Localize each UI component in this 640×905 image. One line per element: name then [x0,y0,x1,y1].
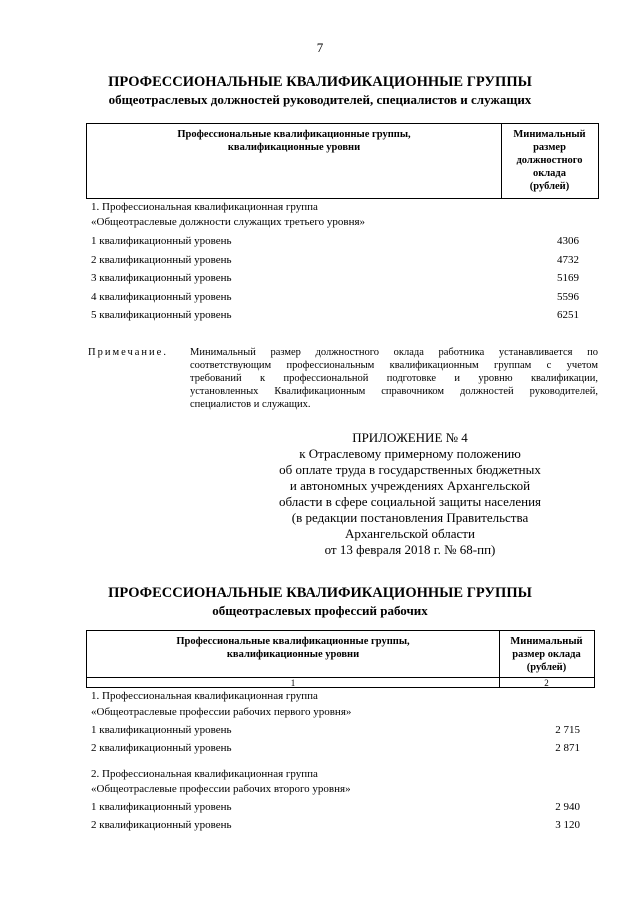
section1-title: ПРОФЕССИОНАЛЬНЫЕ КВАЛИФИКАЦИОННЫЕ ГРУППЫ [108,74,532,90]
section2-subtitle: общеотраслевых профессий рабочих [212,603,428,618]
note-line: соответствующим профессиональным квалификационным группам с учетом [190,360,598,371]
group-title: 2. Профессиональная квалификационная группа [91,768,318,780]
note-line: установленных Квалификационным справочником должностей руководителей, [190,386,598,397]
appendix-line: (в редакции постановления Правительства [291,510,529,525]
section2-header-left [87,631,500,677]
note-label: Примечание. [88,347,168,358]
group-title: 1. Профессиональная квалификационная группа [91,201,318,213]
header-right-line: оклада [532,168,566,179]
table-row-value: 2 871 [555,742,580,754]
note-text [190,346,598,411]
group-title: «Общеотраслевые должности служащих третьего уровня» [91,216,366,228]
table-row-label: 1 квалификационный уровень [91,235,232,247]
table-row-label: 2 квалификационный уровень [91,254,232,266]
header-right-line: должностного [516,155,583,166]
header-left-line: квалификационные уровни [227,142,361,153]
section2-title: ПРОФЕССИОНАЛЬНЫЕ КВАЛИФИКАЦИОННЫЕ ГРУППЫ [108,585,532,601]
table-row-value: 4306 [557,235,579,247]
appendix-line: к Отраслевому примерному положению [299,446,521,461]
header-left-line: Профессиональные квалификационные группы, [176,636,410,647]
header-right-line: размер [533,142,566,153]
appendix-block [240,430,580,558]
header-right-line: (рублей) [526,662,567,673]
section2-header-right [499,631,594,677]
table-row-value: 2 715 [555,724,580,736]
table-row-value: 5596 [557,291,579,303]
note-line: специалистов и служащих. [190,399,311,410]
table-row-label: 3 квалификационный уровень [91,272,232,284]
appendix-line: от 13 февраля 2018 г. № 68-пп) [324,542,496,557]
column-number-right: 2 [544,678,549,688]
table-row-label: 1 квалификационный уровень [91,801,232,813]
table-row-label: 1 квалификационный уровень [91,724,232,736]
table-row-value: 6251 [557,309,579,321]
section1-table-header [86,123,599,199]
section1-subtitle: общеотраслевых должностей руководителей, специалистов и служащих [108,92,532,107]
table-row-label: 2 квалификационный уровень [91,742,232,754]
note-line: требований к профессиональной подготовке и уровню квалификации, [190,373,598,384]
table-row-label: 4 квалификационный уровень [91,291,232,303]
note-line: Минимальный размер должностного оклада работника устанавливается по [190,347,598,358]
header-left-line: квалификационные уровни [226,649,360,660]
group-title: 1. Профессиональная квалификационная группа [91,690,318,702]
appendix-line: области в сфере социальной защиты населения [279,494,541,509]
header-right-line: Минимальный [510,636,583,647]
table-row-value: 2 940 [555,801,580,813]
section1-header-left [87,124,502,198]
table-row-label: 2 квалификационный уровень [91,819,232,831]
page-number: 7 [316,40,324,55]
group-title: «Общеотраслевые профессии рабочих первого уровня» [91,706,352,718]
column-number-left: 1 [87,678,500,688]
section1-header-right [501,124,598,198]
appendix-line: Архангельской области [345,526,475,541]
section2-table-header [86,630,595,688]
table-row-label: 5 квалификационный уровень [91,309,232,321]
appendix-line: и автономных учреждениях Архангельской [289,478,531,493]
header-right-line: (рублей) [529,181,570,192]
appendix-line: об оплате труда в государственных бюджетных [279,462,541,477]
header-right-line: размер оклада [512,649,581,660]
table-row-value: 3 120 [555,819,580,831]
group-title: «Общеотраслевые профессии рабочих второго уровня» [91,783,351,795]
appendix-title: ПРИЛОЖЕНИЕ № 4 [352,430,468,445]
table-row-value: 5169 [557,272,579,284]
header-left-line: Профессиональные квалификационные группы, [177,129,411,140]
header-right-line: Минимальный [513,129,586,140]
table-row-value: 4732 [557,254,579,266]
